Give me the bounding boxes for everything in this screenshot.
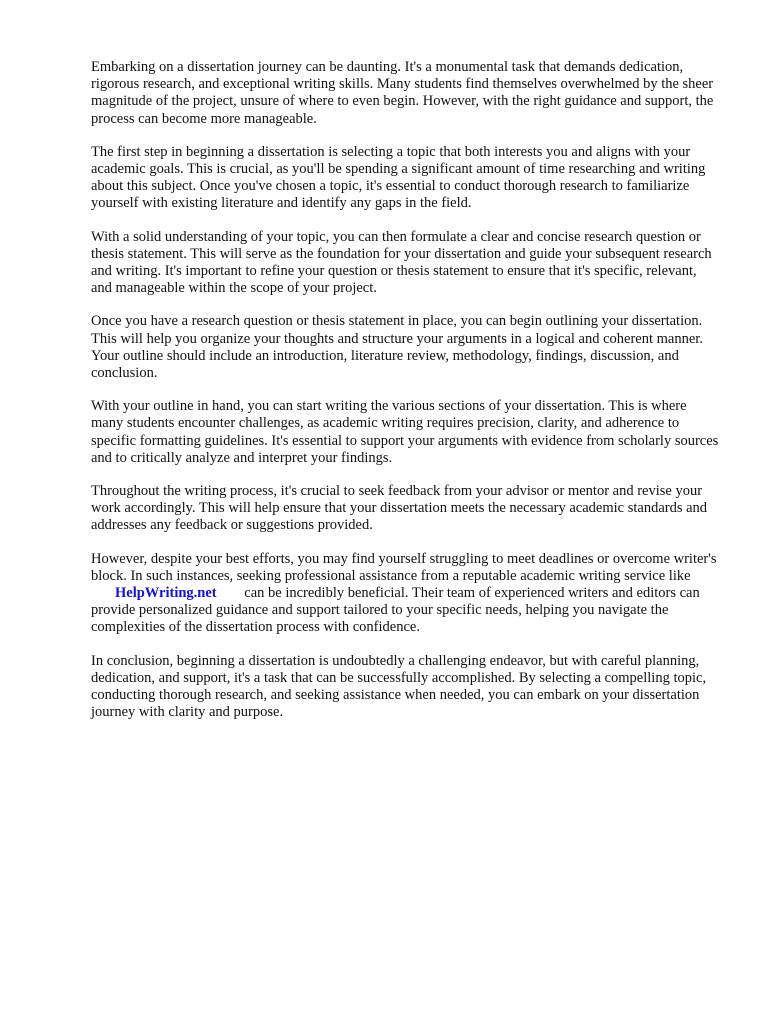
document-content — [91, 59, 720, 722]
paragraph-feedback: Throughout the writing process, it's crucial to seek feedback from your advisor or mentor and revise your work accordingly. This will help ensure that your dissertation meets the necessary academic standards and addresses any feedback or suggestions provided. — [91, 483, 708, 534]
paragraph-conclusion: In conclusion, beginning a dissertation is undoubtedly a challenging endeavor, but with careful planning, dedication, and support, it's a task that can be successfully accomplished. By selecting a compelling topic, conducting thorough research, and seeking assistance when needed, you can embark on your dissertation journey with clarity and purpose. — [91, 652, 707, 721]
paragraph-research-question: With a solid understanding of your topic, you can then formulate a clear and concise research question or thesis statement. This will serve as the foundation for your dissertation and guide your subsequent research and writing. It's important to refine your question or thesis statement to ensure that it's specific, relevant, and manageable within the scope of your project. — [91, 228, 712, 297]
paragraph-service-recommendation — [91, 551, 720, 637]
paragraph-topic-selection: The first step in beginning a dissertation is selecting a topic that both interests you and aligns with your academic goals. This is crucial, as you'll be spending a significant amount of time researching and writing about this subject. Once you've chosen a topic, it's essential to conduct thorough research to familiarize yourself with existing literature and identify any gaps in the field. — [91, 143, 706, 212]
service-paragraph-before-text: However, despite your best efforts, you may find yourself struggling to meet deadlines or overcome writer's block. In such instances, seeking professional assistance from a reputable academic writing service like — [91, 550, 717, 584]
paragraph-outlining: Once you have a research question or thesis statement in place, you can begin outlining your dissertation. This will help you organize your thoughts and structure your arguments in a logical and coherent manner. Your outline should include an introduction, literature review, methodology, findings, discussion, and conclusion. — [91, 313, 703, 382]
helpwriting-net-link[interactable]: HelpWriting.net — [115, 585, 217, 602]
paragraph-writing-sections: With your outline in hand, you can start writing the various sections of your dissertation. This is where many students encounter challenges, as academic writing requires precision, clarity, and adherence to specific formatting guidelines. It's essential to support your arguments with evidence from scholarly sources and to critically analyze and interpret your findings. — [91, 398, 719, 466]
paragraph-intro: Embarking on a dissertation journey can be daunting. It's a monumental task that demands dedication, rigorous research, and exceptional writing skills. Many students find themselves overwhelmed by the sheer magnitude of the project, unsure of where to even begin. However, with the right guidance and support, the process can become more manageable. — [91, 59, 714, 127]
service-paragraph-after-text: can be incredibly beneficial. Their team of experienced writers and editors can provide personalized guidance and support tailored to your specific needs, helping you navigate the complexities of the dissertation process with confidence. — [91, 585, 700, 636]
